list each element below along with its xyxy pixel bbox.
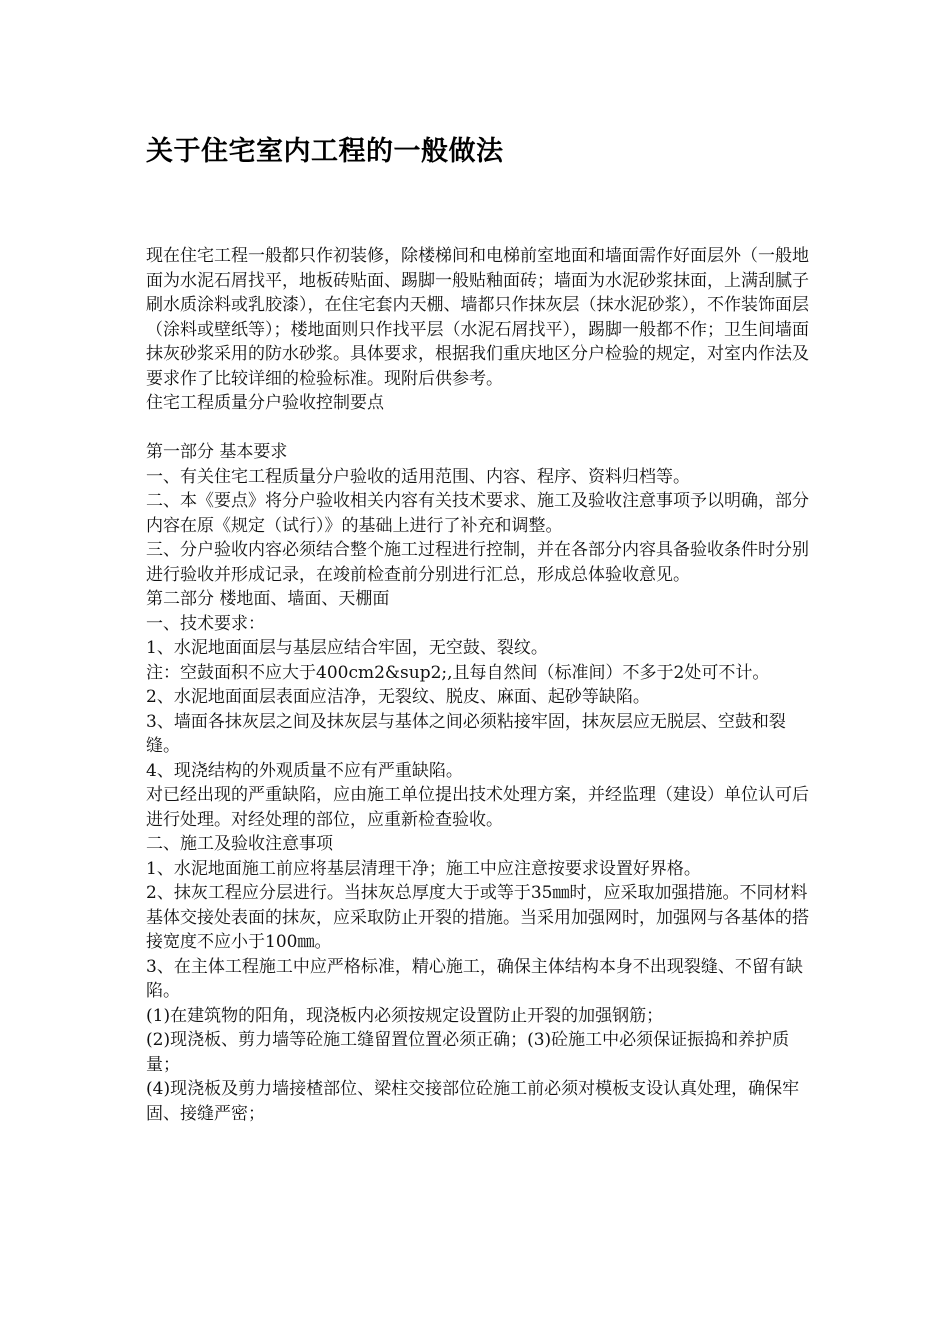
paragraph-item: 3、墙面各抹灰层之间及抹灰层与基体之间必须粘接牢固，抹灰层应无脱层、空鼓和裂缝。 <box>146 711 786 756</box>
paragraph-item: 1、水泥地面面层与基层应结合牢固，无空鼓、裂纹。 <box>146 638 548 658</box>
section-heading-part-2: 第二部分 楼地面、墙面、天棚面 <box>146 589 390 609</box>
paragraph-item: (4)现浇板及剪力墙接楂部位、梁柱交接部位砼施工前必须对模板支设认真处理，确保牢固、接缝严密； <box>146 1079 800 1124</box>
paragraph-subtitle: 住宅工程质量分户验收控制要点 <box>146 393 384 413</box>
paragraph-item: 三、分户验收内容必须结合整个施工过程进行控制，并在各部分内容具备验收条件时分别进行验收并形成记录，在竣前检查前分别进行汇总，形成总体验收意见。 <box>146 540 809 585</box>
paragraph-item: 3、在主体工程施工中应严格标准，精心施工，确保主体结构本身不出现裂缝、不留有缺陷。 <box>146 956 803 1001</box>
paragraph-item: 对已经出现的严重缺陷，应由施工单位提出技术处理方案，并经监理（建设）单位认可后进行处理。对经处理的部位，应重新检查验收。 <box>146 785 809 830</box>
paragraph-note: 注：空鼓面积不应大于400cm2&sup2;,且每自然间（标准间）不多于2处可不计。 <box>146 662 770 683</box>
paragraph-item: (2)现浇板、剪力墙等砼施工缝留置位置必须正确；(3)砼施工中必须保证振捣和养护质量； <box>146 1030 790 1075</box>
paragraph-intro: 现在住宅工程一般都只作初装修，除楼梯间和电梯前室地面和墙面需作好面层外（一般地面为水泥石屑找平，地板砖贴面、踢脚一般贴釉面砖；墙面为水泥砂浆抹面，上满刮腻子刷水质涂料或乳胶漆），在住宅套内天棚、墙都只作抹灰层（抹水泥砂浆），不作装饰面层（涂料或壁纸等）；楼地面则只作找平层（水泥石屑找平），踢脚一般都不作；卫生间墙面抹灰砂浆采用的防水砂浆。具体要求，根据我们重庆地区分户检验的规定，对室内作法及要求作了比较详细的检验标准。现附后供参考。 <box>146 246 809 389</box>
paragraph-item: 4、现浇结构的外观质量不应有严重缺陷。 <box>146 760 463 781</box>
paragraph-item: 2、水泥地面面层表面应洁净，无裂纹、脱皮、麻面、起砂等缺陷。 <box>146 687 650 707</box>
subsection-heading: 二、施工及验收注意事项 <box>146 834 333 854</box>
document-body <box>146 244 810 1126</box>
paragraph-item: 1、水泥地面施工前应将基层清理干净；施工中应注意按要求设置好界格。 <box>146 858 701 879</box>
paragraph-item: 2、抹灰工程应分层进行。当抹灰总厚度大于或等于35㎜时，应采取加强措施。不同材料基体交接处表面的抹灰，应采取防止开裂的措施。当采用加强网时，加强网与各基体的搭接宽度不应小于100㎜。 <box>146 883 809 952</box>
paragraph-item: 一、有关住宅工程质量分户验收的适用范围、内容、程序、资料归档等。 <box>146 466 690 487</box>
document-title: 关于住宅室内工程的一般做法 <box>146 136 504 167</box>
section-heading-part-1: 第一部分 基本要求 <box>146 442 288 462</box>
paragraph-item: 二、本《要点》将分户验收相关内容有关技术要求、施工及验收注意事项予以明确，部分内容在原《规定（试行）》的基础上进行了补充和调整。 <box>146 491 809 536</box>
blank-line <box>146 416 810 441</box>
subsection-heading: 一、技术要求： <box>146 613 265 634</box>
paragraph-item: (1)在建筑物的阳角，现浇板内必须按规定设置防止开裂的加强钢筋； <box>146 1005 664 1026</box>
